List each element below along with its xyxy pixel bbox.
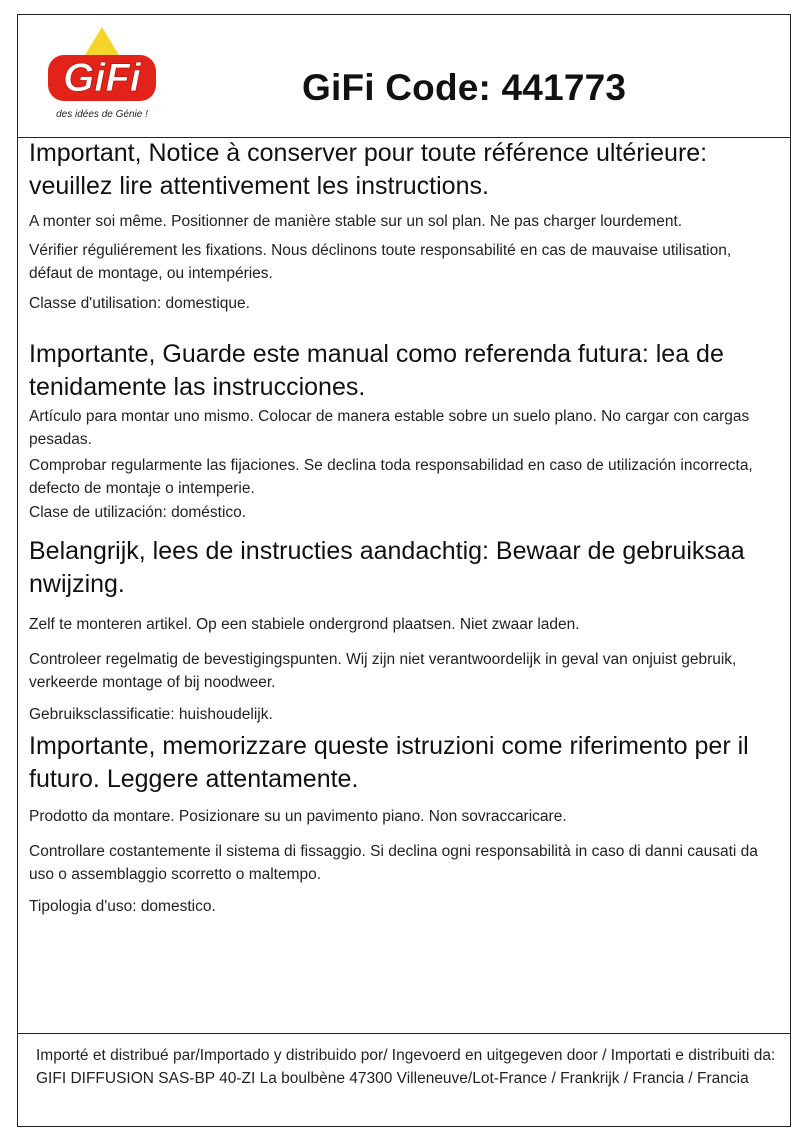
section-fr	[29, 137, 777, 315]
section-heading: Importante, memorizzare queste istruzioni come riferimento per il futuro. Leggere attentamente.	[29, 732, 749, 793]
section-paragraph: Tipologia d'uso: domestico.	[29, 898, 216, 915]
section-heading: Importante, Guarde este manual como referenda futura: lea de tenidamente las instrucciones.	[29, 340, 724, 401]
section-paragraph: Artículo para montar uno mismo. Colocar de manera estable sobre un suelo plano. No cargar con cargas pesadas.	[29, 408, 750, 448]
logo-tagline: des idées de Génie !	[56, 109, 148, 120]
section-paragraph: Vérifier réguliérement les fixations. Nous déclinons toute responsabilité en cas de mauvaise utilisation, défaut de montage, ou intempéries.	[29, 242, 732, 282]
section-nl	[29, 535, 777, 726]
section-paragraph: Zelf te monteren artikel. Op een stabiele ondergrond plaatsen. Niet zwaar laden.	[29, 616, 580, 633]
footer	[17, 1033, 791, 1127]
header	[18, 15, 790, 138]
section-paragraph: A monter soi même. Positionner de manière stable sur un sol plan. Ne pas charger lourdement.	[29, 213, 683, 230]
gifi-logo	[44, 25, 160, 125]
section-paragraph: Prodotto da montare. Posizionare su un pavimento piano. Non sovraccaricare.	[29, 808, 567, 825]
logo-text: GiFi	[63, 56, 141, 100]
section-it	[29, 730, 777, 918]
section-heading: Belangrijk, lees de instructies aandachtig: Bewaar de gebruiksaa nwijzing.	[29, 537, 745, 598]
section-paragraph: Comprobar regularmente las fijaciones. Se declina toda responsabilidad en caso de utilización incorrecta, defecto de montaje o intemperie.	[29, 457, 753, 497]
product-code-title: GiFi Code: 441773	[302, 67, 627, 108]
section-paragraph: Controllare costantemente il sistema di fissaggio. Si declina ogni responsabilità in caso di danni causati da uso o assemblaggio scorretto o maltempo.	[29, 843, 758, 883]
section-paragraph: Controleer regelmatig de bevestigingspunten. Wij zijn niet verantwoordelijk in geval van onjuist gebruik, verkeerde montage of bij noodweer.	[29, 651, 737, 691]
section-heading: Important, Notice à conserver pour toute référence ultérieure: veuillez lire attentivement les instructions.	[29, 139, 708, 200]
section-paragraph: Gebruiksclassificatie: huishoudelijk.	[29, 706, 273, 723]
section-es	[29, 338, 777, 524]
section-paragraph: Clase de utilización: doméstico.	[29, 504, 247, 521]
section-paragraph: Classe d'utilisation: domestique.	[29, 295, 250, 312]
importer-info: Importé et distribué par/Importado y distribuido por/ Ingevoerd en uitgegeven door / Importati e distribuiti da: GIFI DIFFUSION SAS-BP 40-ZI La boulbène 47300 Villeneuve/Lot-France / Frankrijk / Francia / Francia	[36, 1047, 776, 1087]
